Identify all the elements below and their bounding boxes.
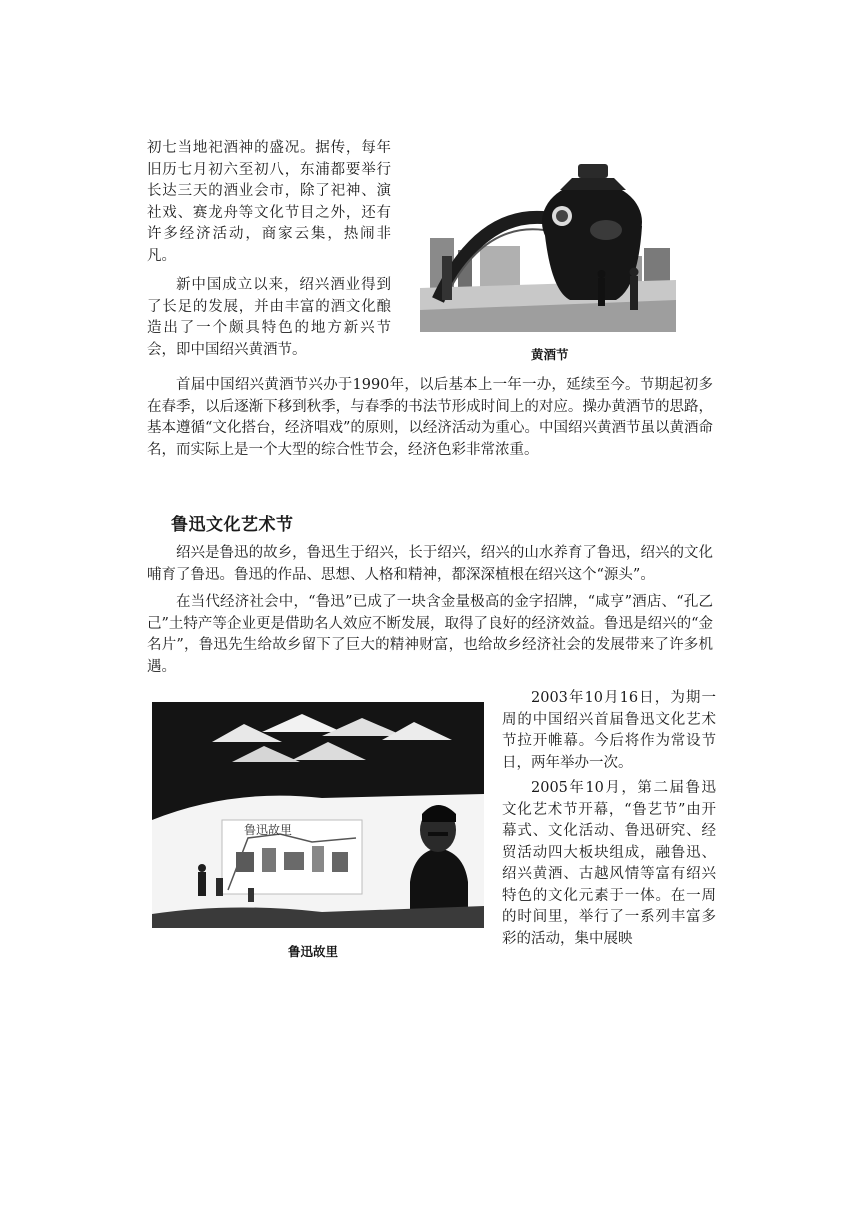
paragraph-founding: 新中国成立以来，绍兴酒业得到了长足的发展，并由丰富的酒文化酿造出了一个颇具特色的地方新兴节会，即中国绍兴黄酒节。 <box>147 277 391 358</box>
paragraph-2005-festival: 2005年10月，第二届鲁迅文化艺术节开幕，“鲁艺节”由开幕式、文化活动、鲁迅研究、经贸活动四大板块组成，融鲁迅、绍兴黄酒、古越风情等富有绍兴特色的文化元素于一体。在一周的时间里，举行了一系列丰富多彩的活动，集中展映 <box>502 780 716 947</box>
luxun-festival-column <box>502 688 716 950</box>
paragraph-festival-history: 首届中国绍兴黄酒节兴办于1990年，以后基本上一年一办，延续至今。节期起初多在春季，以后逐渐下移到秋季，与春季的书法节形成时间上的对应。操办黄酒节的思路，基本遵循“文化搭台，经济唱戏”的原则，以经济活动为重心。中国绍兴黄酒节虽以黄酒命名，而实际上是一个大型的综合性节会，经济色彩非常浓重。 <box>147 377 713 458</box>
yellow-wine-festival-caption: 黄酒节 <box>531 347 569 362</box>
paragraph-ritual: 初七当地祀酒神的盛况。据传，每年旧历七月初六至初八，东浦都要举行长达三天的酒业会市，除了祀神、演社戏、赛龙舟等文化节目之外，还有许多经济活动，商家云集，热闹非凡。 <box>147 140 391 264</box>
section-title: 鲁迅文化艺术节 <box>171 515 294 535</box>
intro-column <box>147 138 391 361</box>
yellow-wine-festival-photo <box>420 160 676 332</box>
luxun-hometown-caption: 鲁迅故里 <box>288 944 339 959</box>
luxun-hometown-sign: 鲁迅故里 <box>244 823 293 837</box>
luxun-column <box>147 543 713 678</box>
paragraph-golden-brand: 在当代经济社会中，“鲁迅”已成了一块含金量极高的金字招牌，“咸亨”酒店、“孔乙己”土特产等企业更是借助名人效应不断发展，取得了良好的经济效益。鲁迅是绍兴的“金名片”，鲁迅先生给故乡留下了巨大的精神财富，也给故乡经济社会的发展带来了许多机遇。 <box>147 594 713 675</box>
paragraph-hometown: 绍兴是鲁迅的故乡，鲁迅生于绍兴，长于绍兴，绍兴的山水养育了鲁迅，绍兴的文化哺育了鲁迅。鲁迅的作品、思想、人格和精神，都深深植根在绍兴这个“源头”。 <box>147 545 713 583</box>
paragraph-2003-festival: 2003年10月16日，为期一周的中国绍兴首届鲁迅文化艺术节拉开帷幕。今后将作为常设节日，两年举办一次。 <box>502 690 716 771</box>
festival-column <box>147 375 713 461</box>
luxun-hometown-photo <box>152 702 484 928</box>
